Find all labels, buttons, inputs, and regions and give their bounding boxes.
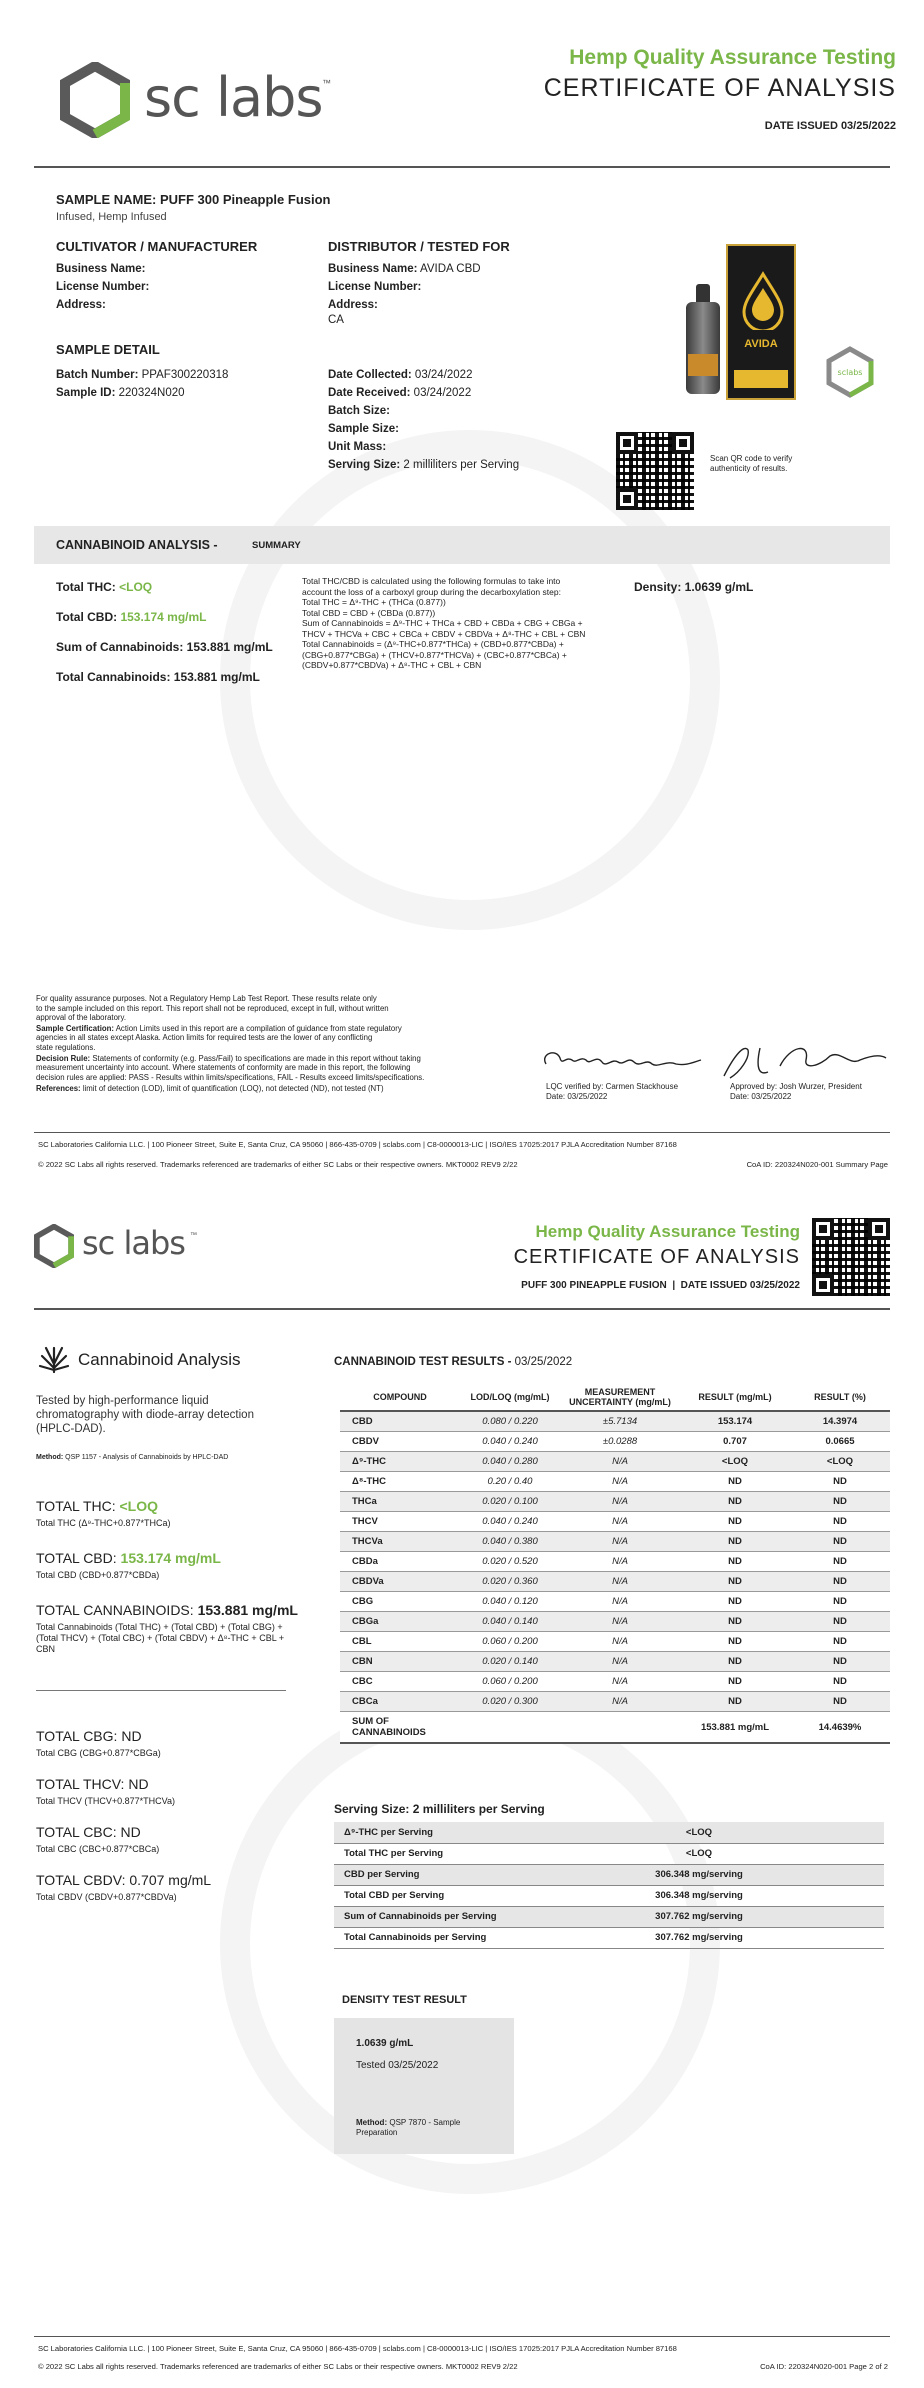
footer-divider <box>34 1132 890 1133</box>
total-thc-block <box>36 1498 336 1529</box>
approved-date: Date: 03/25/2022 <box>730 1091 792 1101</box>
table-cell: ND <box>790 1612 890 1632</box>
sum-cell <box>460 1712 560 1744</box>
table-cell: ND <box>680 1492 790 1512</box>
sample-id-value: 220324N020 <box>118 387 185 399</box>
verified-by <box>546 1082 678 1101</box>
table-cell: ND <box>790 1692 890 1712</box>
page-2 <box>0 1194 924 2388</box>
sum-cell: 14.4639% <box>790 1712 890 1744</box>
total-value: ND <box>120 1824 141 1840</box>
sc-labs-hex-icon <box>34 1224 74 1268</box>
summary-heading: CANNABINOID ANALYSIS - <box>56 538 218 552</box>
sum-cell: 153.881 mg/mL <box>680 1712 790 1744</box>
density-summary: Density: 1.0639 g/mL <box>634 580 754 594</box>
formula-line: account the loss of a carboxyl group during the decarboxylation step: <box>302 586 561 597</box>
density-heading: DENSITY TEST RESULT <box>342 1994 467 2006</box>
serving-label: Δ⁹-THC per Serving <box>334 1822 514 1843</box>
table-cell: CBL <box>340 1632 460 1652</box>
disclaimer-line: approval of the laboratory. <box>36 1013 127 1023</box>
disclaimer-line: to the sample included on this report. This report shall not be reproduced, except in full, without written <box>36 1003 389 1013</box>
table-cell: ND <box>680 1692 790 1712</box>
product-image <box>680 244 800 404</box>
density-method-label: Method: <box>356 2118 388 2127</box>
table-cell: N/A <box>560 1532 680 1552</box>
batch-label: Batch Number: <box>56 369 139 381</box>
cannabinoid-title: Cannabinoid Analysis <box>78 1350 241 1369</box>
table-header: RESULT (mg/mL) <box>680 1384 790 1411</box>
distributor-business-value: AVIDA CBD <box>420 263 481 275</box>
total-cbd-label: Total CBD: <box>56 610 118 624</box>
sample-cert-label: Sample Certification: <box>36 1023 114 1033</box>
total-value: ND <box>128 1776 149 1792</box>
total-label: TOTAL THCV: <box>36 1776 125 1792</box>
disclaimer-block <box>36 994 506 1094</box>
table-cell: ±5.7134 <box>560 1411 680 1432</box>
footer-line1: SC Laboratories California LLC. | 100 Pioneer Street, Suite E, Santa Cruz, CA 95060 | 866-435-0709 | sclabs.com | C8-0000013-LIC | ISO/IES 17025:2017 PJLA Accreditation Number 87168 <box>38 1140 677 1149</box>
table-cell: CBD <box>340 1411 460 1432</box>
results-heading-label: CANNABINOID TEST RESULTS - <box>334 1356 512 1368</box>
results-heading <box>334 1356 572 1368</box>
date-issued: DATE ISSUED 03/25/2022 <box>764 120 896 132</box>
table-cell: N/A <box>560 1512 680 1532</box>
table-row <box>340 1492 890 1512</box>
table-cell: 14.3974 <box>790 1411 890 1432</box>
table-cell: ND <box>680 1672 790 1692</box>
table-cell: 0.20 / 0.40 <box>460 1472 560 1492</box>
formula-line: (CBG+0.877*CBGa) + (THCV+0.877*THCVa) + (CBC+0.877*CBCa) + <box>302 649 567 660</box>
serving-label: Total THC per Serving <box>334 1843 514 1864</box>
table-row <box>340 1432 890 1452</box>
sample-cert-text: Action Limits used in this report are a compilation of guidance from state regulatory <box>115 1023 402 1033</box>
verified-line: LQC verified by: Carmen Stackhouse <box>546 1082 679 1091</box>
serving-label: Total CBD per Serving <box>334 1885 514 1906</box>
summary-band <box>34 526 890 564</box>
sample-detail-right <box>328 366 519 474</box>
table-cell: CBC <box>340 1672 460 1692</box>
total-formula: Total THC (Δ⁹-THC+0.877*THCa) <box>36 1518 171 1528</box>
table-row <box>340 1612 890 1632</box>
method-desc-line: Tested by high-performance liquid <box>36 1395 209 1407</box>
sample-size-label: Sample Size: <box>328 423 399 435</box>
serving-row <box>334 1822 884 1843</box>
decision-text: measurement uncertainty into account. Where statements of conformity are made in this report, the following <box>36 1063 411 1073</box>
summary-totals <box>56 580 273 700</box>
serving-size-value: 2 milliliters per Serving <box>403 459 520 471</box>
table-row <box>340 1632 890 1652</box>
cultivator-address-label: Address: <box>56 299 106 311</box>
method-desc-line: chromatography with diode-array detection <box>36 1409 254 1421</box>
table-row <box>340 1411 890 1432</box>
references-text: limit of detection (LOD), limit of quantification (LOQ), not detected (ND), not tested (NT) <box>82 1084 384 1094</box>
table-cell: 0.020 / 0.520 <box>460 1552 560 1572</box>
total-value: 0.707 mg/mL <box>129 1872 212 1888</box>
table-cell: CBGa <box>340 1612 460 1632</box>
date-collected-value: 03/24/2022 <box>414 369 473 381</box>
header-sub: PUFF 300 PINEAPPLE FUSION | DATE ISSUED 03/25/2022 <box>521 1280 800 1291</box>
total-formula: Total CBG (CBG+0.877*CBGa) <box>36 1748 161 1758</box>
sample-cert-text: agencies in all states except Alaska. Action limits for required tests are the lower of any conflicting <box>36 1033 373 1043</box>
cannabinoid-results-table <box>340 1384 890 1744</box>
table-header-row <box>340 1384 890 1411</box>
table-cell: ND <box>680 1612 790 1632</box>
method-label: Method: <box>36 1454 64 1461</box>
table-cell: 0.040 / 0.380 <box>460 1532 560 1552</box>
results-heading-date: 03/25/2022 <box>514 1356 573 1368</box>
serving-label: CBD per Serving <box>334 1864 514 1885</box>
formula-line: (CBDV+0.877*CBDVa) + Δ⁸-THC + CBL + CBN <box>302 660 482 670</box>
table-cell: ND <box>790 1652 890 1672</box>
sc-labs-hex-icon <box>60 62 130 138</box>
header-title: CERTIFICATE OF ANALYSIS <box>513 1246 800 1268</box>
serving-value: 307.762 mg/serving <box>514 1906 884 1927</box>
serving-value: 307.762 mg/serving <box>514 1927 884 1948</box>
drop-icon <box>738 270 788 330</box>
footer-line2-right: CoA ID: 220324N020-001 Summary Page <box>746 1160 888 1169</box>
density-method <box>356 2118 496 2138</box>
total-formula: Total THCV (THCV+0.877*THCVa) <box>36 1796 175 1806</box>
table-row <box>340 1512 890 1532</box>
table-row <box>340 1552 890 1572</box>
table-row <box>340 1572 890 1592</box>
total-cbd-value: 153.174 mg/mL <box>120 610 207 624</box>
table-cell: N/A <box>560 1652 680 1672</box>
approved-line: Approved by: Josh Wurzer, President <box>730 1082 862 1091</box>
table-cell: ND <box>680 1572 790 1592</box>
distributor-address-label: Address: <box>328 299 378 311</box>
total-formula: Total CBC (CBC+0.877*CBCa) <box>36 1844 160 1854</box>
table-cell: N/A <box>560 1672 680 1692</box>
table-row <box>340 1472 890 1492</box>
total-cbd-block <box>36 1550 336 1581</box>
table-cell: ND <box>790 1632 890 1652</box>
serving-label: Sum of Cannabinoids per Serving <box>334 1906 514 1927</box>
left-divider <box>36 1690 286 1691</box>
table-cell: Δ⁸-THC <box>340 1472 460 1492</box>
total-cannabinoids: Total Cannabinoids: 153.881 mg/mL <box>56 670 260 684</box>
cultivator-section <box>56 238 316 314</box>
table-cell: N/A <box>560 1552 680 1572</box>
signature-carmen <box>536 1044 706 1084</box>
footer-line2-left: © 2022 SC Labs all rights reserved. Trademarks referenced are trademarks of either SC Labs or their respective owners. MKT0002 REV9 2/22 <box>38 1160 518 1169</box>
table-cell: ND <box>680 1632 790 1652</box>
table-cell: 153.174 <box>680 1411 790 1432</box>
table-cell: ND <box>790 1472 890 1492</box>
serving-value: 306.348 mg/serving <box>514 1885 884 1906</box>
header-divider <box>34 166 890 168</box>
cultivator-business-label: Business Name: <box>56 263 146 275</box>
table-cell: 0.0665 <box>790 1432 890 1452</box>
table-cell: ±0.0288 <box>560 1432 680 1452</box>
formula-line: Total THC/CBD is calculated using the following formulas to take into <box>302 576 561 586</box>
table-cell: N/A <box>560 1472 680 1492</box>
date-received-label: Date Received: <box>328 387 411 399</box>
date-received-value: 03/24/2022 <box>413 387 472 399</box>
batch-size-label: Batch Size: <box>328 405 390 417</box>
table-header: RESULT (%) <box>790 1384 890 1411</box>
total-cannabinoids-block <box>36 1602 336 1655</box>
density-value: 1.0639 g/mL <box>356 2038 414 2049</box>
distributor-address-value: CA <box>328 314 344 326</box>
table-header: LOD/LOQ (mg/mL) <box>460 1384 560 1411</box>
table-header: COMPOUND <box>340 1384 460 1411</box>
table-cell: ND <box>790 1512 890 1532</box>
table-cell: <LOQ <box>680 1452 790 1472</box>
table-cell: ND <box>790 1492 890 1512</box>
table-cell: ND <box>680 1592 790 1612</box>
table-cell: ND <box>790 1572 890 1592</box>
table-cell: <LOQ <box>790 1452 890 1472</box>
logo-wordmark: sc labs <box>82 1224 185 1262</box>
serving-value: <LOQ <box>514 1822 884 1843</box>
table-cell: ND <box>680 1652 790 1672</box>
logo-tm: ™ <box>190 1232 197 1239</box>
density-method-value: QSP 7870 - Sample Preparation <box>356 2118 461 2137</box>
formula-block <box>302 576 612 671</box>
method-value: QSP 1157 - Analysis of Cannabinoids by HPLC-DAD <box>65 1454 229 1461</box>
total-value: 153.174 mg/mL <box>120 1550 221 1566</box>
verified-date: Date: 03/25/2022 <box>546 1091 608 1101</box>
table-cell: CBDV <box>340 1432 460 1452</box>
qr-code[interactable] <box>812 1218 890 1296</box>
unit-mass-label: Unit Mass: <box>328 441 387 453</box>
table-cell: Δ⁹-THC <box>340 1452 460 1472</box>
table-header: MEASUREMENT UNCERTAINTY (mg/mL) <box>560 1384 680 1411</box>
table-cell: 0.040 / 0.140 <box>460 1612 560 1632</box>
summary-sub: SUMMARY <box>252 540 301 551</box>
total-formula: Total CBDV (CBDV+0.877*CBDVa) <box>36 1892 177 1902</box>
cannabis-leaf-icon <box>36 1342 72 1378</box>
table-cell: THCV <box>340 1512 460 1532</box>
formula-line: Sum of Cannabinoids = Δ⁹-THC + THCa + CBD + CBDa + CBG + CBGa + <box>302 618 583 628</box>
total-label: TOTAL CBG: <box>36 1728 118 1744</box>
serving-label: Total Cannabinoids per Serving <box>334 1927 514 1948</box>
sample-name: SAMPLE NAME: PUFF 300 Pineapple Fusion <box>56 192 331 207</box>
table-cell: CBCa <box>340 1692 460 1712</box>
table-cell: ND <box>680 1512 790 1532</box>
footer-line2-left: © 2022 SC Labs all rights reserved. Trademarks referenced are trademarks of either SC Labs or their respective owners. MKT0002 REV9 2/22 <box>38 2362 518 2371</box>
table-cell: 0.020 / 0.360 <box>460 1572 560 1592</box>
sc-labs-badge-icon <box>826 346 874 398</box>
header-tagline: Hemp Quality Assurance Testing <box>535 1222 800 1241</box>
batch-value: PPAF300220318 <box>141 369 229 381</box>
table-cell: ND <box>790 1532 890 1552</box>
serving-row <box>334 1927 884 1948</box>
sample-subtitle: Infused, Hemp Infused <box>56 211 167 223</box>
sum-cannabinoids: Sum of Cannabinoids: 153.881 mg/mL <box>56 640 273 654</box>
table-cell: 0.060 / 0.200 <box>460 1632 560 1652</box>
density-tested: Tested 03/25/2022 <box>356 2060 439 2071</box>
total-thc-value: <LOQ <box>119 580 153 594</box>
serving-size-label: Serving Size: <box>328 459 401 471</box>
total-formula: Total CBD (CBD+0.877*CBDa) <box>36 1570 160 1580</box>
table-cell: N/A <box>560 1452 680 1472</box>
total-thc-label: Total THC: <box>56 580 116 594</box>
product-bottle <box>686 284 720 394</box>
table-cell: CBN <box>340 1652 460 1672</box>
total-cbc-block <box>36 1824 159 1855</box>
total-label: TOTAL CBC: <box>36 1824 117 1840</box>
serving-row <box>334 1843 884 1864</box>
serving-row <box>334 1864 884 1885</box>
distributor-section <box>328 238 588 326</box>
sample-cert-text: state regulations. <box>36 1042 96 1052</box>
table-cell: CBDVa <box>340 1572 460 1592</box>
table-cell: 0.040 / 0.240 <box>460 1512 560 1532</box>
total-value: <LOQ <box>119 1498 159 1514</box>
disclaimer-line: For quality assurance purposes. Not a Regulatory Hemp Lab Test Report. These results relate only <box>36 994 377 1003</box>
table-cell: THCVa <box>340 1532 460 1552</box>
table-cell: 0.020 / 0.300 <box>460 1692 560 1712</box>
table-cell: N/A <box>560 1592 680 1612</box>
references-label: References: <box>36 1084 81 1094</box>
serving-value: 306.348 mg/serving <box>514 1864 884 1885</box>
formula-line: Total THC = Δ⁹-THC + (THCa (0.877)) <box>302 597 446 607</box>
table-cell: 0.060 / 0.200 <box>460 1672 560 1692</box>
table-cell: ND <box>790 1552 890 1572</box>
page-1 <box>0 0 924 1190</box>
table-cell: 0.040 / 0.120 <box>460 1592 560 1612</box>
table-row <box>340 1692 890 1712</box>
total-label: TOTAL CBDV: <box>36 1872 126 1888</box>
qr-code[interactable] <box>616 432 694 510</box>
distributor-business-label: Business Name: <box>328 263 418 275</box>
total-cbdv-block <box>36 1872 211 1903</box>
decision-text: Statements of conformity (e.g. Pass/Fail) to specifications are made in this report without taking <box>92 1053 421 1063</box>
table-row <box>340 1672 890 1692</box>
table-cell: 0.707 <box>680 1432 790 1452</box>
table-cell: N/A <box>560 1492 680 1512</box>
total-label: TOTAL CANNABINOIDS: <box>36 1602 194 1618</box>
header-tagline: Hemp Quality Assurance Testing <box>569 46 896 69</box>
method-line <box>36 1454 228 1461</box>
sum-cell: SUM OF CANNABINOIDS <box>340 1712 460 1744</box>
density-box <box>334 2018 514 2154</box>
formula-line: Total Cannabinoids = (Δ⁹-THC+0.877*THCa) + (CBD+0.877*CBDa) + <box>302 639 564 649</box>
serving-heading: Serving Size: 2 milliliters per Serving <box>334 1802 545 1816</box>
distributor-license-label: License Number: <box>328 281 422 293</box>
table-cell: N/A <box>560 1612 680 1632</box>
sample-detail-heading: SAMPLE DETAIL <box>56 342 160 357</box>
header-title: CERTIFICATE OF ANALYSIS <box>543 74 896 102</box>
sample-detail-left <box>56 366 228 402</box>
total-value: ND <box>121 1728 142 1744</box>
table-cell: THCa <box>340 1492 460 1512</box>
table-row <box>340 1532 890 1552</box>
header-divider <box>34 1308 890 1310</box>
svg-text:sclabs: sclabs <box>837 368 863 377</box>
sc-labs-logo <box>34 1222 234 1272</box>
serving-table <box>334 1822 884 1949</box>
cultivator-license-label: License Number: <box>56 281 150 293</box>
total-value: 153.881 mg/mL <box>197 1602 298 1618</box>
table-cell: 0.020 / 0.100 <box>460 1492 560 1512</box>
total-cbg-block <box>36 1728 161 1759</box>
product-box <box>726 244 796 400</box>
table-cell: 0.020 / 0.140 <box>460 1652 560 1672</box>
table-cell: 0.080 / 0.220 <box>460 1411 560 1432</box>
product-box-label: AVIDA <box>744 338 778 350</box>
total-label: TOTAL CBD: <box>36 1550 117 1566</box>
total-thcv-block <box>36 1776 175 1807</box>
table-row <box>340 1592 890 1612</box>
footer-line1: SC Laboratories California LLC. | 100 Pioneer Street, Suite E, Santa Cruz, CA 95060 | 866-435-0709 | sclabs.com | C8-0000013-LIC | ISO/IES 17025:2017 PJLA Accreditation Number 87168 <box>38 2344 677 2353</box>
sc-labs-logo <box>60 60 340 140</box>
signature-josh <box>710 1036 890 1086</box>
table-cell: 0.040 / 0.280 <box>460 1452 560 1472</box>
table-row <box>340 1652 890 1672</box>
method-desc-line: (HPLC-DAD). <box>36 1423 106 1435</box>
table-cell: ND <box>790 1672 890 1692</box>
approved-by <box>730 1082 862 1101</box>
serving-row <box>334 1885 884 1906</box>
logo-tm: ™ <box>322 78 331 88</box>
formula-line: THCV + THCVa + CBC + CBCa + CBDV + CBDVa + Δ⁸-THC + CBL + CBN <box>302 628 586 639</box>
table-cell: CBDa <box>340 1552 460 1572</box>
cultivator-heading: CULTIVATOR / MANUFACTURER <box>56 239 258 254</box>
table-cell: ND <box>790 1592 890 1612</box>
sum-row <box>340 1712 890 1744</box>
date-collected-label: Date Collected: <box>328 369 412 381</box>
serving-value: <LOQ <box>514 1843 884 1864</box>
footer-line2-right: CoA ID: 220324N020-001 Page 2 of 2 <box>760 2362 888 2371</box>
distributor-heading: DISTRIBUTOR / TESTED FOR <box>328 239 510 254</box>
formula-line: Total CBD = CBD + (CBDa (0.877)) <box>302 607 436 618</box>
table-cell: ND <box>680 1532 790 1552</box>
method-desc <box>36 1394 316 1436</box>
decision-text: decision rules are applied: PASS - Results within limits/specifications, FAIL - Results exceed limits/specifications. <box>36 1072 425 1082</box>
table-cell: 0.040 / 0.240 <box>460 1432 560 1452</box>
logo-wordmark: sc labs <box>144 66 323 129</box>
decision-label: Decision Rule: <box>36 1053 91 1063</box>
total-formula: Total Cannabinoids (Total THC) + (Total CBD) + (Total CBG) + (Total THCV) + (Total CBC) + (Total CBDV) + Δ⁸-THC + CBL + CBN <box>36 1622 285 1654</box>
table-cell: ND <box>680 1472 790 1492</box>
serving-row <box>334 1906 884 1927</box>
table-cell: ND <box>680 1552 790 1572</box>
table-cell: N/A <box>560 1632 680 1652</box>
qr-caption: Scan QR code to verify authenticity of results. <box>710 454 793 473</box>
footer-divider <box>34 2336 890 2337</box>
table-cell: N/A <box>560 1572 680 1592</box>
table-row <box>340 1452 890 1472</box>
sum-cell <box>560 1712 680 1744</box>
sample-id-label: Sample ID: <box>56 387 116 399</box>
total-label: TOTAL THC: <box>36 1498 116 1514</box>
table-cell: N/A <box>560 1692 680 1712</box>
table-cell: CBG <box>340 1592 460 1612</box>
